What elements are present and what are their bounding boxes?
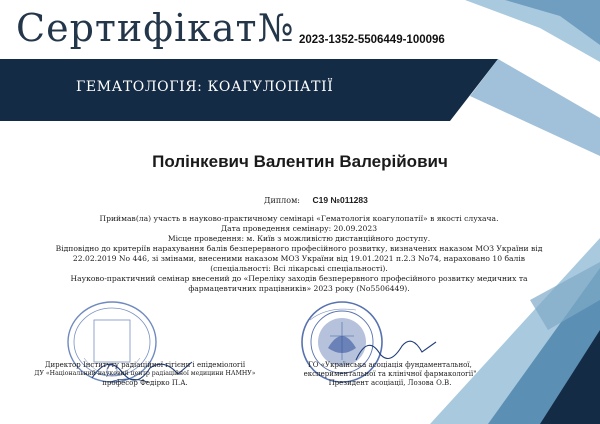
director-organization: ДУ «Національний науковий центр радіаційної медицини НАМНУ» [34, 369, 256, 377]
diploma-label: Диплом: [264, 196, 300, 205]
association-name: ГО «Українська асоціація фундаментальної, [308, 361, 472, 369]
president-signature-block [290, 361, 490, 387]
director-name: професор Федірко П.А. [102, 378, 188, 387]
certificate-body [6, 214, 592, 294]
body-line: Місце проведення: м. Київ з можливістю дистанційного доступу. [167, 234, 431, 243]
right-diagonal-band [470, 59, 600, 156]
certificate-number: 2023-1352-5506449-100096 [299, 34, 445, 46]
seminar-topic: ГЕМАТОЛОГІЯ: КОАГУЛОПАТІЇ [76, 79, 334, 95]
director-title: Директор Інституту радіаційної гігієни і епідеміології [44, 361, 246, 369]
certificate-title: Сертифікат№ [16, 6, 295, 50]
association-name-cont: експериментальної та клінічної фармакології" [303, 369, 477, 378]
body-line: Дата проведення семінару: 20.09.2023 [220, 224, 378, 233]
body-line: Науково-практичний семінар внесений до «Переліку заходів безперервного професійного розвитку медичних та [70, 274, 528, 283]
president-name: Президент асоціації, Лозова О.В. [328, 378, 452, 387]
body-line: Відповідно до критеріїв нарахування балів безперервного професійного розвитку, визначених наказом МОЗ України від [55, 244, 543, 253]
director-signature-block [20, 361, 270, 387]
body-line: 22.02.2019 No 446, зі змінами, внесеними наказом МОЗ України від 19.01.2021 п.2.3 No74, нараховано 10 балів [72, 254, 526, 263]
body-line: фармацевтичних працівників» 2023 року (No5506449). [188, 284, 410, 293]
diploma-line [264, 195, 368, 205]
body-line: Приймав(ла) участь в науково-практичному семінарі «Гематологія коагулопатії» в якості слухача. [99, 214, 499, 223]
diploma-number: С19 №011283 [312, 195, 368, 205]
recipient-name: Полінкевич Валентин Валерійович [152, 152, 448, 171]
body-line: (спеціальності: Всі лікарські спеціальності). [210, 264, 388, 273]
